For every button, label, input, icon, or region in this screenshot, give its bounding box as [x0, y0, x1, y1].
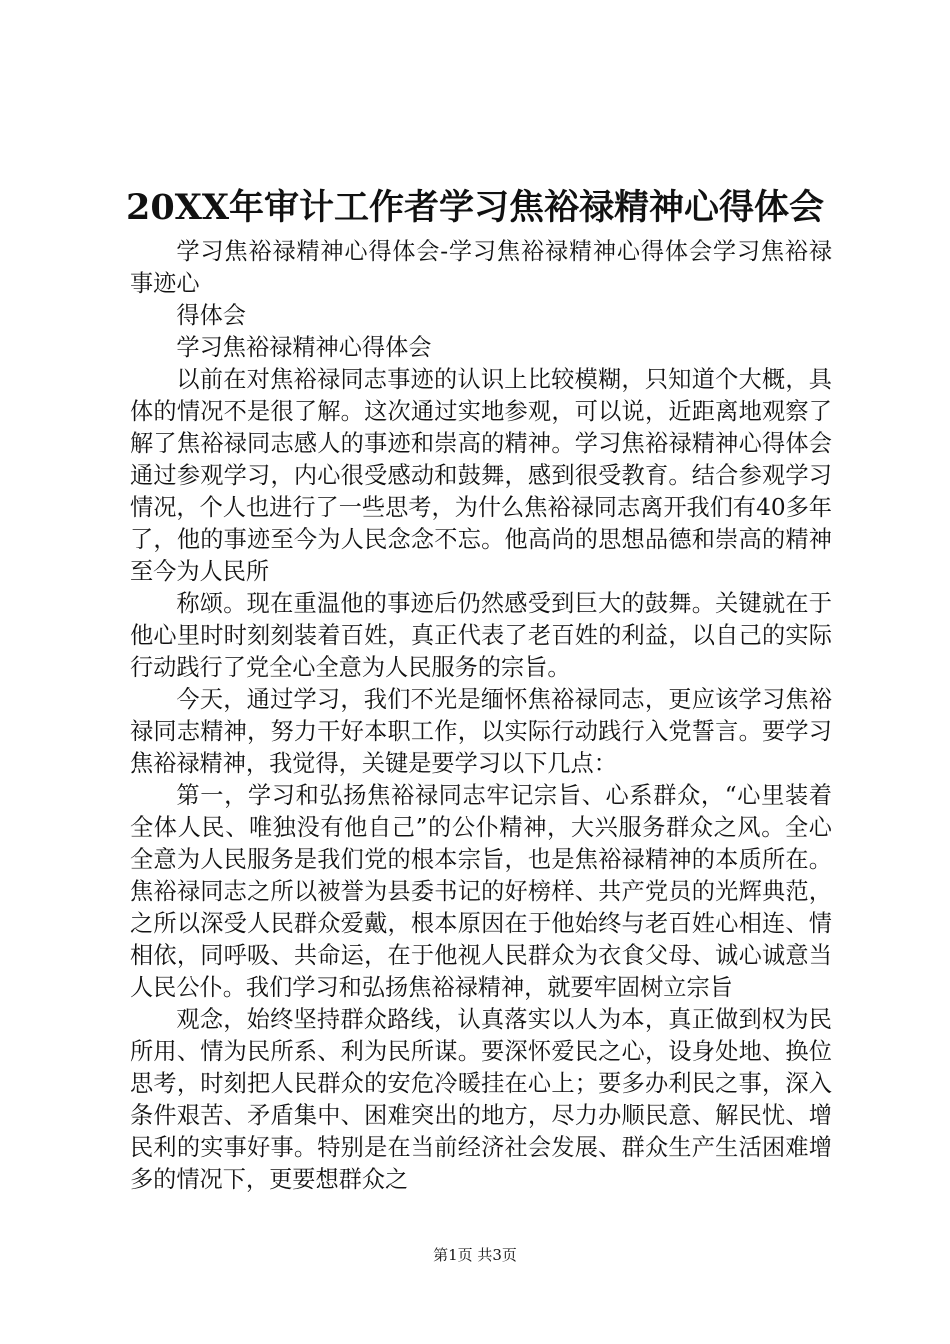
paragraph: 得体会 — [176, 302, 246, 329]
paragraph: 以前在对焦裕禄同志事迹的认识上比较模糊，只知道个大概，具体的情况不是很了解。这次通过实地参观，可以说，近距离地观察了解了焦裕禄同志感人的事迹和崇高的精神。学习焦裕禄精神心得体会通过参观学习，内心很受感动和鼓舞，感到很受教育。结合参观学习情况，个人也进行了一些思考，为什么焦裕禄同志离开我们有40多年了，他的事迹至今为人民念念不忘。他高尚的思想品德和崇高的精神至今为人民所 — [130, 366, 832, 585]
paragraph: 学习焦裕禄精神心得体会 — [176, 334, 432, 361]
paragraph: 学习焦裕禄精神心得体会-学习焦裕禄精神心得体会学习焦裕禄事迹心 — [130, 238, 832, 297]
document-title: 20XX年审计工作者学习焦裕禄精神心得体会 — [125, 187, 825, 228]
document-body — [130, 236, 832, 1196]
paragraph: 今天，通过学习，我们不光是缅怀焦裕禄同志，更应该学习焦裕禄同志精神，努力干好本职工作，以实际行动践行入党誓言。要学习焦裕禄精神，我觉得，关键是要学习以下几点： — [130, 686, 832, 777]
paragraph: 第一，学习和弘扬焦裕禄同志牢记宗旨、心系群众，“心里装着全体人民、唯独没有他自己”的公仆精神，大兴服务群众之风。全心全意为人民服务是我们党的根本宗旨，也是焦裕禄精神的本质所在。焦裕禄同志之所以被誉为县委书记的好榜样、共产党员的光辉典范，之所以深受人民群众爱戴，根本原因在于他始终与老百姓心相连、情相依，同呼吸、共命运，在于他视人民群众为衣食父母、诚心诚意当人民公仆。我们学习和弘扬焦裕禄精神，就要牢固树立宗旨 — [130, 782, 832, 1001]
paragraph: 称颂。现在重温他的事迹后仍然感受到巨大的鼓舞。关键就在于他心里时时刻刻装着百姓，真正代表了老百姓的利益，以自己的实际行动践行了党全心全意为人民服务的宗旨。 — [130, 590, 832, 681]
page-number-footer: 第1页 共3页 — [433, 1246, 517, 1264]
paragraph: 观念，始终坚持群众路线，认真落实以人为本，真正做到权为民所用、情为民所系、利为民所谋。要深怀爱民之心，设身处地、换位思考，时刻把人民群众的安危冷暖挂在心上；要多办利民之事，深入条件艰苦、矛盾集中、困难突出的地方，尽力办顺民意、解民忧、增民利的实事好事。特别是在当前经济社会发展、群众生产生活困难增多的情况下，更要想群众之 — [130, 1006, 832, 1193]
